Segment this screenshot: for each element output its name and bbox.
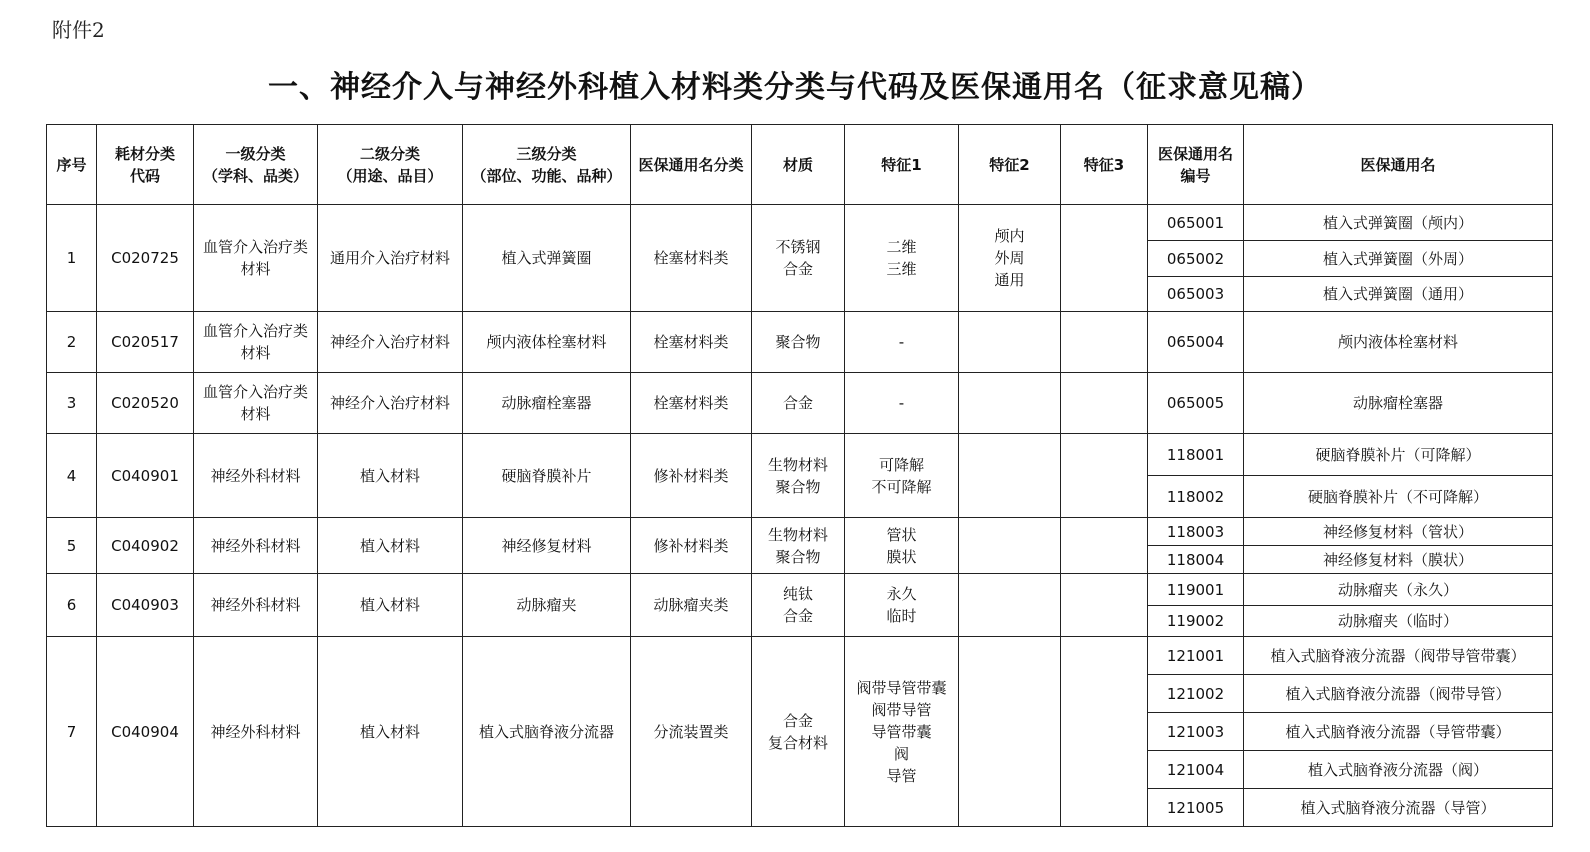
cell-generic-name: 植入式弹簧圈（通用） [1244,277,1553,312]
cell-category: 栓塞材料类 [631,205,752,312]
table-header-row [47,125,1553,205]
cell-feature1: - [845,312,959,373]
cell-generic-name: 植入式弹簧圈（外周） [1244,241,1553,277]
cell-generic-code: 118003 [1148,518,1244,546]
header-feature2: 特征2 [959,125,1061,205]
cell-seq: 3 [47,373,97,434]
cell-level1: 血管介入治疗类 材料 [194,373,318,434]
table-row [47,518,1553,546]
cell-feature1: - [845,373,959,434]
cell-feature1: 管状 膜状 [845,518,959,574]
cell-code: C020520 [97,373,194,434]
cell-material: 纯钛 合金 [752,574,845,637]
cell-generic-code: 119002 [1148,606,1244,637]
cell-level1: 神经外科材料 [194,518,318,574]
cell-level3: 硬脑脊膜补片 [463,434,631,518]
cell-feature3 [1061,574,1148,637]
cell-level2: 植入材料 [318,518,463,574]
header-code: 耗材分类 代码 [97,125,194,205]
cell-level1: 神经外科材料 [194,434,318,518]
cell-generic-name: 植入式脑脊液分流器（阀） [1244,751,1553,789]
cell-generic-code: 118004 [1148,546,1244,574]
cell-generic-code: 121002 [1148,675,1244,713]
header-generic-name: 医保通用名 [1244,125,1553,205]
cell-feature3 [1061,518,1148,574]
cell-generic-name: 植入式脑脊液分流器（导管） [1244,789,1553,827]
cell-generic-name: 植入式弹簧圈（颅内） [1244,205,1553,241]
header-level2: 二级分类 （用途、品目） [318,125,463,205]
cell-generic-name: 植入式脑脊液分流器（阀带导管） [1244,675,1553,713]
cell-level1: 血管介入治疗类 材料 [194,312,318,373]
cell-feature3 [1061,205,1148,312]
header-level3: 三级分类 （部位、功能、品种） [463,125,631,205]
cell-generic-code: 121003 [1148,713,1244,751]
cell-level1: 神经外科材料 [194,574,318,637]
cell-seq: 4 [47,434,97,518]
cell-feature2 [959,637,1061,827]
cell-code: C020517 [97,312,194,373]
cell-feature2 [959,373,1061,434]
header-generic-code: 医保通用名 编号 [1148,125,1244,205]
cell-level3: 颅内液体栓塞材料 [463,312,631,373]
cell-seq: 2 [47,312,97,373]
document-title: 一、神经介入与神经外科植入材料类分类与代码及医保通用名（征求意见稿） [268,70,1322,105]
table-row [47,312,1553,373]
cell-code: C040901 [97,434,194,518]
cell-generic-name: 植入式脑脊液分流器（阀带导管带囊） [1244,637,1553,675]
cell-generic-code: 065003 [1148,277,1244,312]
cell-material: 聚合物 [752,312,845,373]
cell-category: 动脉瘤夹类 [631,574,752,637]
cell-level2: 植入材料 [318,574,463,637]
header-generic-category: 医保通用名分类 [631,125,752,205]
cell-generic-name: 硬脑脊膜补片（不可降解） [1244,476,1553,518]
cell-level2: 植入材料 [318,434,463,518]
cell-generic-code: 065004 [1148,312,1244,373]
cell-feature2 [959,574,1061,637]
cell-level2: 通用介入治疗材料 [318,205,463,312]
cell-level3: 植入式弹簧圈 [463,205,631,312]
cell-level1: 神经外科材料 [194,637,318,827]
cell-generic-code: 118001 [1148,434,1244,476]
cell-feature1: 阀带导管带囊 阀带导管 导管带囊 阀 导管 [845,637,959,827]
table-row [47,574,1553,606]
table-row [47,373,1553,434]
cell-generic-name: 颅内液体栓塞材料 [1244,312,1553,373]
cell-generic-name: 硬脑脊膜补片（可降解） [1244,434,1553,476]
cell-generic-code: 118002 [1148,476,1244,518]
cell-feature2 [959,312,1061,373]
cell-level1: 血管介入治疗类 材料 [194,205,318,312]
attachment-label: 附件2 [52,18,105,42]
cell-generic-name: 神经修复材料（膜状） [1244,546,1553,574]
table-row [47,637,1553,675]
cell-feature3 [1061,373,1148,434]
cell-feature2: 颅内 外周 通用 [959,205,1061,312]
cell-material: 合金 [752,373,845,434]
cell-category: 修补材料类 [631,518,752,574]
header-feature1: 特征1 [845,125,959,205]
cell-generic-code: 119001 [1148,574,1244,606]
cell-material: 不锈钢 合金 [752,205,845,312]
cell-generic-code: 121005 [1148,789,1244,827]
cell-generic-code: 121004 [1148,751,1244,789]
cell-category: 分流装置类 [631,637,752,827]
cell-code: C040902 [97,518,194,574]
cell-generic-name: 植入式脑脊液分流器（导管带囊） [1244,713,1553,751]
cell-generic-name: 动脉瘤夹（临时） [1244,606,1553,637]
cell-code: C040903 [97,574,194,637]
cell-feature1: 二维 三维 [845,205,959,312]
cell-level2: 神经介入治疗材料 [318,373,463,434]
header-seq: 序号 [47,125,97,205]
cell-material: 合金 复合材料 [752,637,845,827]
cell-generic-name: 动脉瘤夹（永久） [1244,574,1553,606]
cell-level2: 神经介入治疗材料 [318,312,463,373]
cell-code: C020725 [97,205,194,312]
cell-generic-name: 动脉瘤栓塞器 [1244,373,1553,434]
cell-level2: 植入材料 [318,637,463,827]
cell-generic-code: 065005 [1148,373,1244,434]
cell-code: C040904 [97,637,194,827]
cell-feature2 [959,518,1061,574]
cell-feature2 [959,434,1061,518]
cell-seq: 7 [47,637,97,827]
header-feature3: 特征3 [1061,125,1148,205]
cell-feature1: 永久 临时 [845,574,959,637]
cell-feature3 [1061,312,1148,373]
cell-level3: 动脉瘤栓塞器 [463,373,631,434]
table-row [47,205,1553,241]
cell-generic-code: 065001 [1148,205,1244,241]
cell-feature3 [1061,434,1148,518]
cell-generic-code: 121001 [1148,637,1244,675]
header-material: 材质 [752,125,845,205]
table-row [47,434,1553,476]
header-level1: 一级分类 （学科、品类） [194,125,318,205]
cell-feature3 [1061,637,1148,827]
cell-seq: 5 [47,518,97,574]
cell-level3: 植入式脑脊液分流器 [463,637,631,827]
cell-seq: 1 [47,205,97,312]
cell-seq: 6 [47,574,97,637]
cell-generic-code: 065002 [1148,241,1244,277]
cell-level3: 神经修复材料 [463,518,631,574]
cell-category: 栓塞材料类 [631,312,752,373]
cell-material: 生物材料 聚合物 [752,434,845,518]
cell-category: 修补材料类 [631,434,752,518]
cell-material: 生物材料 聚合物 [752,518,845,574]
cell-feature1: 可降解 不可降解 [845,434,959,518]
cell-level3: 动脉瘤夹 [463,574,631,637]
cell-generic-name: 神经修复材料（管状） [1244,518,1553,546]
classification-table [46,124,1553,827]
cell-category: 栓塞材料类 [631,373,752,434]
